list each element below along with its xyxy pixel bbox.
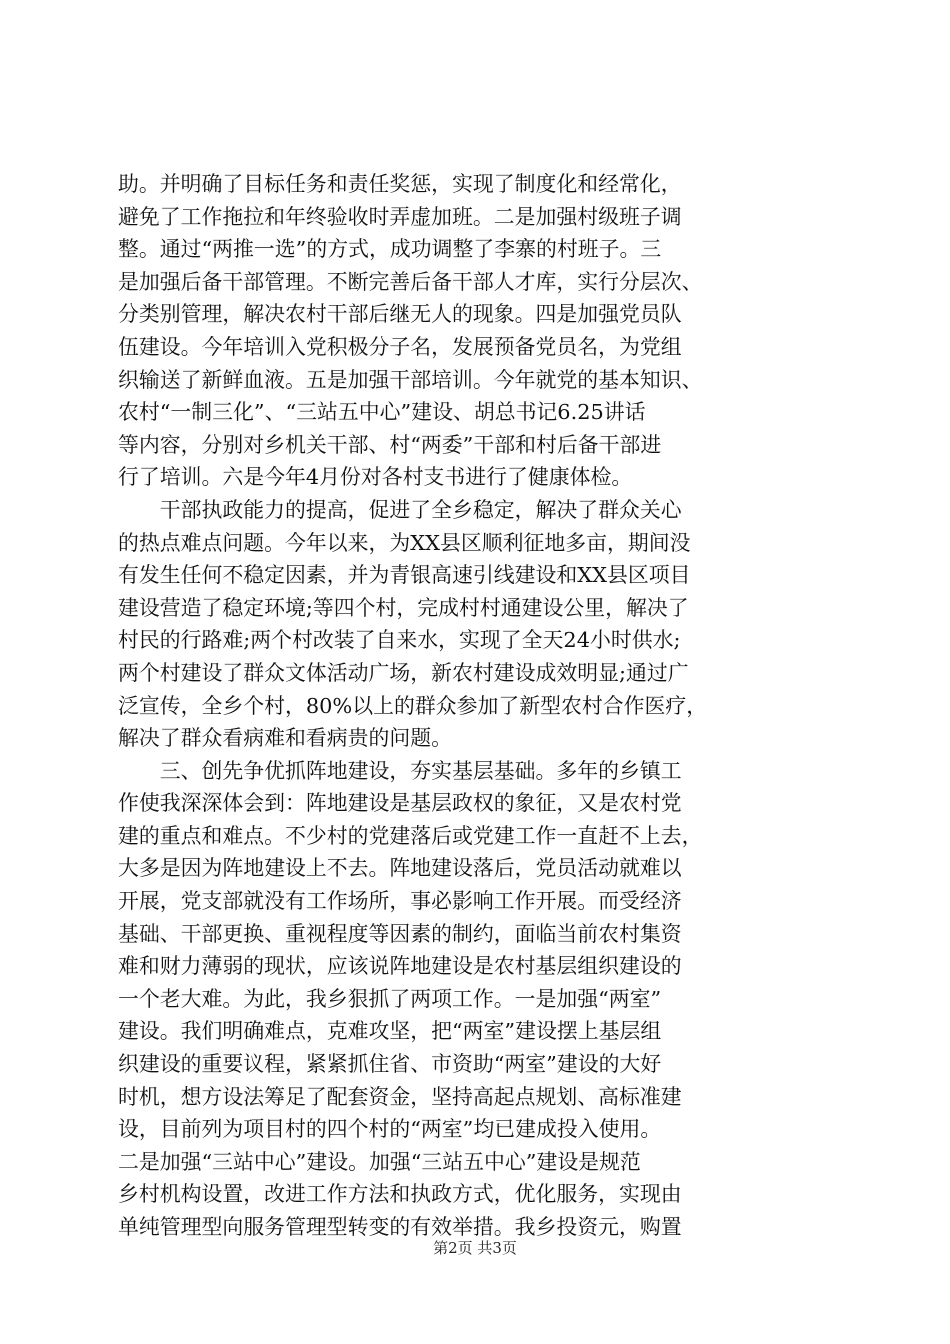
text-line: 大多是因为阵地建设上不去。阵地建设落后，党员活动就难以 — [118, 856, 682, 881]
text-line: 有发生任何不稳定因素，并为青银高速引线建设和XX县区项目 — [118, 563, 691, 588]
text-line: 助。并明确了目标任务和责任奖惩，实现了制度化和经常化， — [118, 172, 682, 196]
text-line: 开展，党支部就没有工作场所，事必影响工作开展。而受经济 — [118, 889, 682, 914]
text-line: 织建设的重要议程，紧紧抓住省、市资助“两室”建设的大好 — [118, 1052, 662, 1077]
text-line: 伍建设。今年培训入党积极分子名，发展预备党员名，为党组 — [118, 334, 682, 359]
text-line: 村民的行路难;两个村改装了自来水，实现了全天24小时供水; — [118, 628, 681, 653]
text-line: 整。通过“两推一选”的方式，成功调整了李寨的村班子。三 — [118, 237, 662, 262]
text-line: 一个老大难。为此，我乡狠抓了两项工作。一是加强“两室” — [118, 986, 662, 1011]
page-footer: 第2页 共3页 — [433, 1239, 517, 1257]
text-line: 二是加强“三站中心”建设。加强“三站五中心”建设是规范 — [118, 1149, 641, 1174]
text-line: 等内容，分别对乡机关干部、村“两委”干部和村后备干部进 — [118, 432, 662, 457]
text-line: 干部执政能力的提高，促进了全乡稳定，解决了群众关心 — [118, 497, 682, 522]
text-line: 避免了工作拖拉和年终验收时弄虚加班。二是加强村级班子调 — [118, 204, 682, 229]
text-line: 作使我深深体会到：阵地建设是基层政权的象征，又是农村党 — [118, 791, 682, 816]
body-text — [118, 168, 838, 1244]
text-line: 的热点难点问题。今年以来，为XX县区顺利征地多亩，期间没 — [118, 530, 691, 555]
text-line: 分类别管理，解决农村干部后继无人的现象。四是加强党员队 — [118, 302, 682, 327]
text-line: 行了培训。六是今年4月份对各村支书进行了健康体检。 — [118, 465, 633, 490]
text-line: 建设营造了稳定环境;等四个村，完成村村通建设公里，解决了 — [118, 595, 689, 620]
text-line: 时机，想方设法筹足了配套资金，坚持高起点规划、高标准建 — [118, 1084, 682, 1109]
text-line: 织输送了新鲜血液。五是加强干部培训。今年就党的基本知识、 — [118, 367, 703, 392]
text-line: 建的重点和难点。不少村的党建落后或党建工作一直赶不上去， — [118, 823, 703, 848]
text-line: 建设。我们明确难点，克难攻坚，把“两室”建设摆上基层组 — [118, 1019, 662, 1044]
text-line: 单纯管理型向服务管理型转变的有效举措。我乡投资元，购置 — [118, 1215, 682, 1239]
text-line: 难和财力薄弱的现状，应该说阵地建设是农村基层组织建设的 — [118, 954, 682, 979]
text-line: 基础、干部更换、重视程度等因素的制约，面临当前农村集资 — [118, 921, 682, 946]
text-line: 解决了群众看病难和看病贵的问题。 — [118, 726, 452, 751]
text-line: 两个村建设了群众文体活动广场，新农村建设成效明显;通过广 — [118, 660, 689, 685]
text-line: 设，目前列为项目村的四个村的“两室”均已建成投入使用。 — [118, 1117, 662, 1142]
text-line: 是加强后备干部管理。不断完善后备干部人才库，实行分层次、 — [118, 269, 703, 294]
text-line: 泛宣传，全乡个村，80%以上的群众参加了新型农村合作医疗， — [118, 693, 708, 718]
text-line: 三、创先争优抓阵地建设，夯实基层基础。多年的乡镇工 — [118, 758, 682, 783]
text-line: 乡村机构设置，改进工作方法和执政方式，优化服务，实现由 — [118, 1182, 682, 1207]
text-line: 农村“一制三化”、“三站五中心”建设、胡总书记6.25讲话 — [118, 400, 646, 425]
